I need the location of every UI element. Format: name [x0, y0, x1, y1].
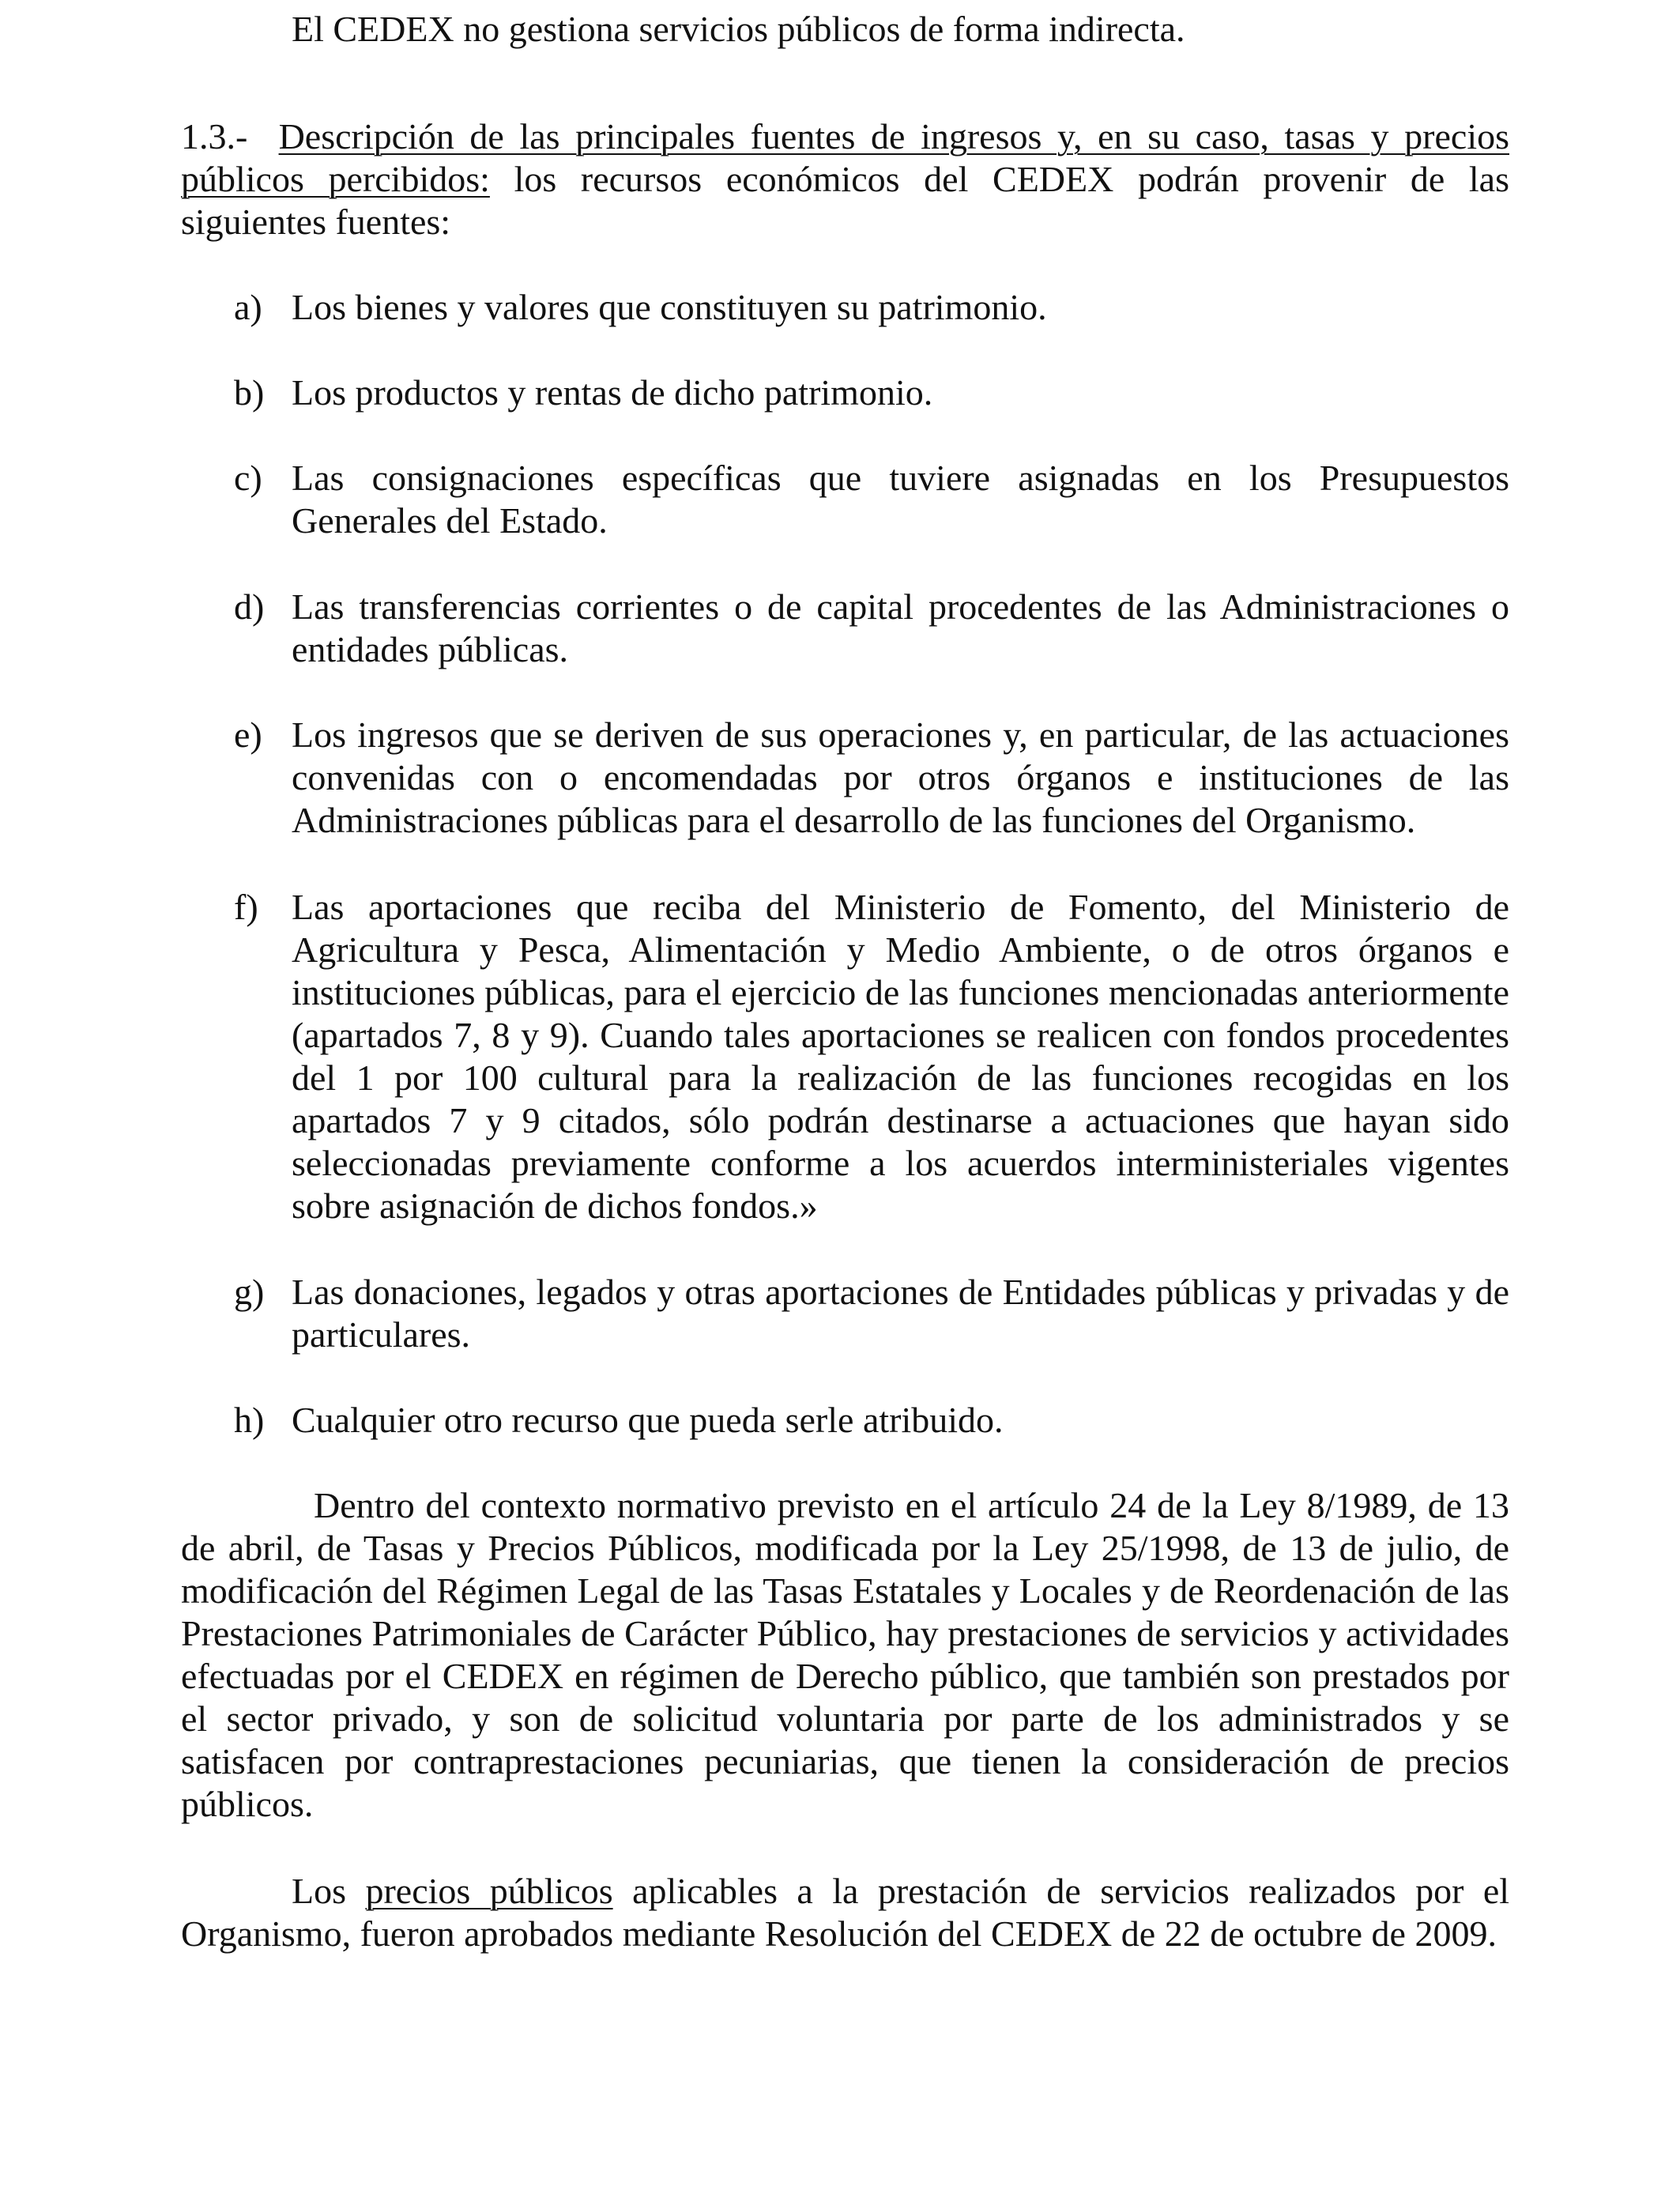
list-marker: e) — [234, 714, 262, 755]
intro-line: El CEDEX no gestiona servicios públicos de forma indirecta. — [292, 9, 1185, 49]
section-title-underlined: Descripción de las principales fuentes de ingresos y, en su caso, tasas y precios públicos percibidos: — [181, 116, 1510, 199]
list-marker: c) — [234, 458, 262, 498]
paragraph-normative-context: Dentro del contexto normativo previsto en el artículo 24 de la Ley 8/1989, de 13 de abril, de Tasas y Precios Públicos, modificada por la Ley 25/1998, de 13 de julio, de modificación del Régimen Legal de las Tasas Estatales y Locales y de Reordenación de las Prestaciones Patrimoniales de Carácter Público, hay prestaciones de servicios y actividades efectuadas por el CEDEX en régimen de Derecho público, que también son prestados por el sector privado, y son de solicitud voluntaria por parte de los administrados y se satisfacen por contraprestaciones pecuniarias, que tienen la consideración de precios públicos. — [181, 1485, 1509, 1824]
list-item-text: Cualquier otro recurso que pueda serle atribuido. — [292, 1400, 1004, 1440]
list-item-b — [234, 371, 1509, 414]
prices-lead: Los — [292, 1871, 346, 1911]
list-item-text: Los productos y rentas de dicho patrimonio. — [292, 372, 933, 413]
list-item-e — [234, 714, 1509, 842]
list-item-text: Los ingresos que se deriven de sus operaciones y, en particular, de las actuaciones convenidas con o encomendadas por otros órganos e instituciones de las Administraciones públicas para el desarrollo de las funciones del Organismo. — [292, 714, 1509, 840]
list-marker: b) — [234, 372, 265, 413]
section-number: 1.3.- — [181, 116, 248, 156]
list-marker: g) — [234, 1272, 265, 1312]
paragraph-public-prices — [181, 1870, 1509, 1955]
list-item-d — [234, 586, 1509, 671]
section-title-rest: los recursos económicos del CEDEX podrán provenir de las siguientes fuentes: — [181, 159, 1509, 242]
list-item-h — [234, 1399, 1509, 1442]
list-item-f — [234, 886, 1509, 1227]
list-marker: a) — [234, 287, 262, 327]
list-marker: d) — [234, 586, 265, 627]
list-item-a — [234, 286, 1509, 329]
prices-rest: aplicables a la prestación de servicios realizados por el Organismo, fueron aprobados mediante Resolución del CEDEX de 22 de octubre de 2009. — [181, 1871, 1510, 1954]
list-item-c — [234, 457, 1509, 542]
section-1-3-heading — [181, 115, 1509, 243]
list-item-g — [234, 1271, 1509, 1356]
list-marker: f) — [234, 887, 258, 927]
list-item-text: Las donaciones, legados y otras aportaciones de Entidades públicas y privadas y de particulares. — [292, 1272, 1509, 1355]
list-item-text: Los bienes y valores que constituyen su patrimonio. — [292, 287, 1047, 327]
prices-underlined-term: precios públicos — [365, 1871, 613, 1911]
list-item-text: Las consignaciones específicas que tuviere asignadas en los Presupuestos Generales del Estado. — [292, 458, 1509, 541]
list-item-text: Las transferencias corrientes o de capital procedentes de las Administraciones o entidades públicas. — [292, 586, 1509, 669]
list-item-text: Las aportaciones que reciba del Ministerio de Fomento, del Ministerio de Agricultura y Pesca, Alimentación y Medio Ambiente, o de otros órganos e instituciones públicas, para el ejercicio de las funciones mencionadas anteriormente (apartados 7, 8 y 9). Cuando tales aportaciones se realicen con fondos procedentes del 1 por 100 cultural para la realización de las funciones recogidas en los apartados 7 y 9 citados, sólo podrán destinarse a actuaciones que hayan sido seleccionadas previamente conforme a los acuerdos interministeriales vigentes sobre asignación de dichos fondos.» — [292, 887, 1509, 1226]
list-marker: h) — [234, 1400, 265, 1440]
